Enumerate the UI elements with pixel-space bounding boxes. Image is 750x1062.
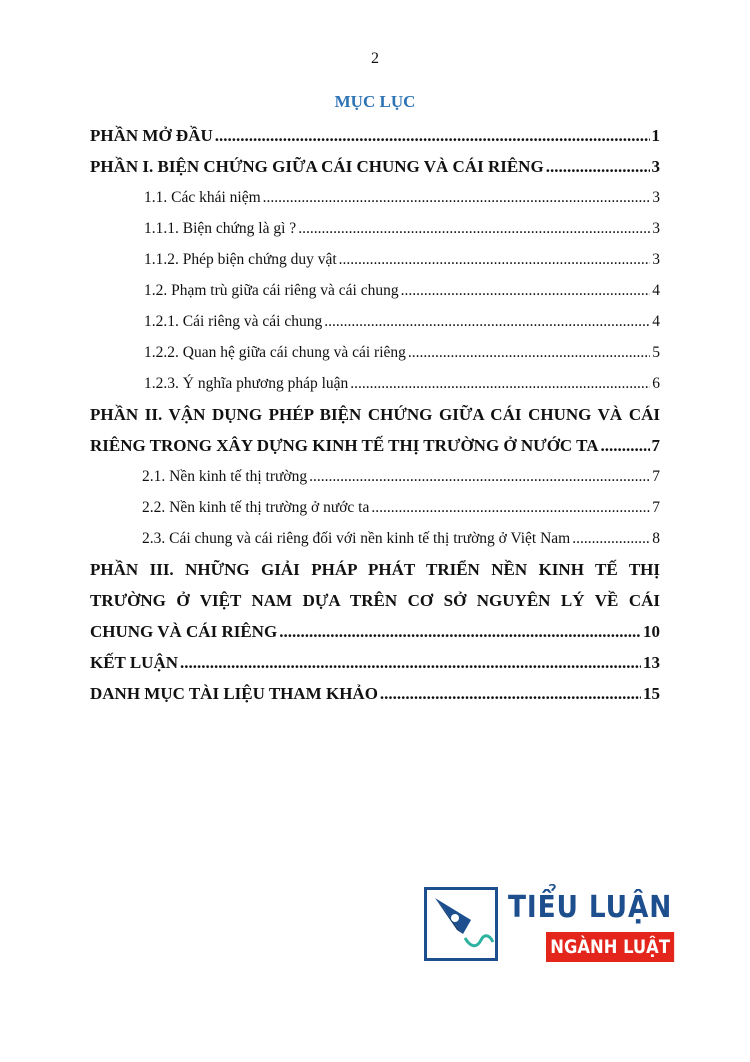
brand-logo	[424, 887, 673, 969]
toc-entry-multiline[interactable]	[90, 399, 660, 461]
toc-entry-title: 2.3. Cái chung và cái riêng đối với nền kinh tế thị trường ở Việt Nam	[142, 530, 571, 547]
toc-entry-title-line: CHUNG VÀ CÁI RIÊNG	[90, 622, 278, 641]
toc-entry-page: 3	[652, 251, 660, 268]
toc-entry-page: 7	[652, 468, 660, 485]
toc-entry[interactable]	[90, 647, 660, 678]
toc-entry-page: 15	[643, 684, 660, 703]
toc-entry-title: 1.2.2. Quan hệ giữa cái chung và cái riêng	[144, 344, 406, 361]
brand-name-line2: NGÀNH LUẬT	[546, 932, 674, 962]
toc-entry-page: 13	[643, 653, 660, 672]
toc-entry-title-line: PHẦN III. NHỮNG GIẢI PHÁP PHÁT TRIỂN NỀN KINH TẾ THỊ	[90, 560, 660, 579]
toc-entry-page: 5	[652, 344, 660, 361]
toc-entry-page: 4	[652, 282, 660, 299]
toc-entry-title: 1.1.1. Biện chứng là gì ?	[144, 220, 297, 237]
toc-entry[interactable]	[90, 678, 660, 709]
leader-dots	[279, 616, 641, 647]
toc-heading: MỤC LỤC	[334, 92, 416, 111]
leader-dots	[371, 492, 650, 523]
toc-entry[interactable]	[90, 182, 660, 213]
toc-entry-page: 1	[651, 126, 660, 145]
toc-entry-page: 4	[652, 313, 660, 330]
toc-entry[interactable]	[90, 492, 660, 523]
toc-entry-title: 1.2. Phạm trù giữa cái riêng và cái chung	[144, 282, 399, 299]
leader-dots	[401, 275, 651, 306]
toc-entry-last-line	[90, 616, 660, 647]
toc-entry-title: DANH MỤC TÀI LIỆU THAM KHẢO	[90, 684, 378, 703]
toc-entry[interactable]	[90, 151, 660, 182]
toc-entry-page: 7	[651, 436, 660, 455]
toc-entry[interactable]	[90, 306, 660, 337]
table-of-contents	[90, 120, 660, 709]
toc-entry-page: 3	[652, 189, 660, 206]
leader-dots	[572, 523, 650, 554]
leader-dots	[350, 368, 650, 399]
toc-entry-title: 1.1.2. Phép biện chứng duy vật	[144, 251, 337, 268]
toc-entry[interactable]	[90, 120, 660, 151]
toc-entry[interactable]	[90, 213, 660, 244]
leader-dots	[380, 678, 641, 709]
leader-dots	[339, 244, 651, 275]
pen-nib-icon	[424, 887, 498, 961]
toc-entry-page: 10	[643, 622, 660, 641]
brand-name-line1: TIỂU LUẬN	[508, 890, 673, 925]
toc-entry-page: 6	[652, 375, 660, 392]
toc-entry[interactable]	[90, 337, 660, 368]
toc-entry-title-line: PHẦN II. VẬN DỤNG PHÉP BIỆN CHỨNG GIỮA CÁI CHUNG VÀ CÁI	[90, 405, 660, 424]
toc-entry-title-line: TRƯỜNG Ở VIỆT NAM DỰA TRÊN CƠ SỞ NGUYÊN LÝ VỀ CÁI	[90, 591, 660, 610]
toc-entry-page: 3	[651, 157, 660, 176]
page-number: 2	[371, 50, 379, 67]
toc-entry-page: 3	[652, 220, 660, 237]
leader-dots	[324, 306, 650, 337]
leader-dots	[601, 430, 650, 461]
toc-entry-page: 7	[652, 499, 660, 516]
toc-entry-page: 8	[652, 530, 660, 547]
toc-entry[interactable]	[90, 368, 660, 399]
toc-entry[interactable]	[90, 523, 660, 554]
leader-dots	[298, 213, 650, 244]
toc-entry[interactable]	[90, 275, 660, 306]
leader-dots	[408, 337, 650, 368]
toc-entry-title-line: RIÊNG TRONG XÂY DỰNG KINH TẾ THỊ TRƯỜNG Ở NƯỚC TA	[90, 436, 599, 455]
toc-entry[interactable]	[90, 244, 660, 275]
toc-entry-title: 1.1. Các khái niệm	[144, 189, 261, 206]
toc-entry-title: KẾT LUẬN	[90, 653, 179, 672]
leader-dots	[546, 151, 650, 182]
leader-dots	[215, 120, 650, 151]
toc-entry-title: PHẦN I. BIỆN CHỨNG GIỮA CÁI CHUNG VÀ CÁI RIÊNG	[90, 157, 544, 176]
toc-entry-multiline[interactable]	[90, 554, 660, 647]
leader-dots	[180, 647, 641, 678]
toc-entry-last-line	[90, 430, 660, 461]
toc-entry-title: 1.2.3. Ý nghĩa phương pháp luận	[144, 375, 349, 392]
toc-entry-title: 2.1. Nền kinh tế thị trường	[142, 468, 308, 485]
toc-entry-title: 1.2.1. Cái riêng và cái chung	[144, 313, 323, 330]
toc-entry[interactable]	[90, 461, 660, 492]
toc-entry-title: PHẦN MỞ ĐẦU	[90, 126, 213, 145]
toc-entry-title: 2.2. Nền kinh tế thị trường ở nước ta	[142, 499, 370, 516]
leader-dots	[309, 461, 650, 492]
leader-dots	[263, 182, 651, 213]
